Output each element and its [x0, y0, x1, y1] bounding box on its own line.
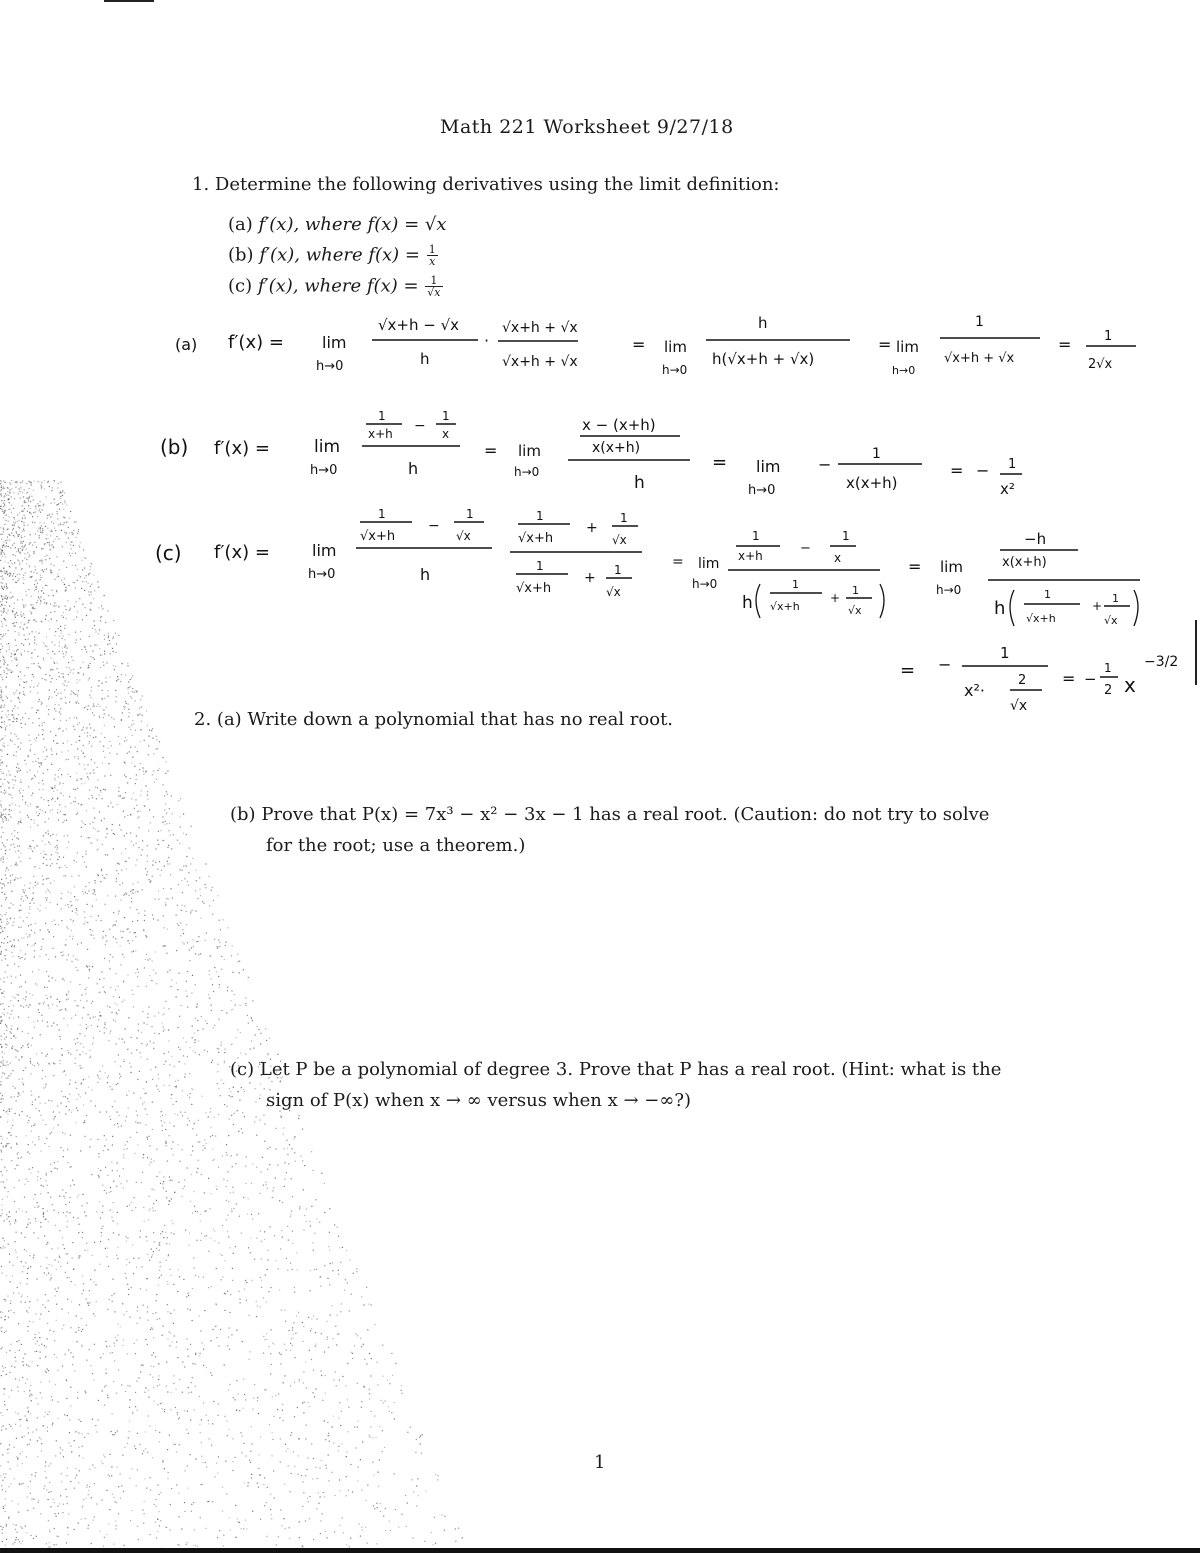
- hw-plus: +: [584, 570, 596, 586]
- hw-den: √x: [612, 533, 627, 547]
- hw-var: x: [1124, 673, 1136, 697]
- hw-eq: =: [950, 461, 964, 480]
- hw-den: √x+h + √x: [944, 351, 1015, 366]
- problem-1-number: 1.: [192, 174, 210, 195]
- hw-num: √x+h + √x: [502, 320, 578, 336]
- hw-plus: +: [1092, 599, 1103, 613]
- problem-2b-line2: for the root; use a theorem.): [266, 835, 526, 856]
- hw-plus: +: [586, 520, 598, 536]
- part-lead: f′(x), where f(x) =: [258, 214, 425, 235]
- scan-edge-right: [1195, 620, 1197, 685]
- problem-2a-item: [194, 709, 673, 730]
- scan-edge-bottom: [0, 1548, 1200, 1553]
- hw-den: h: [420, 350, 430, 368]
- hw-den: x+h: [738, 549, 763, 563]
- hw-lim: lim: [698, 556, 720, 572]
- hw-num: 1: [852, 584, 859, 597]
- hw-den: x²: [1000, 480, 1015, 498]
- hw-eq: =: [1062, 669, 1076, 688]
- hw-dot: ·: [484, 331, 490, 350]
- hw-den: √x+h: [518, 531, 554, 546]
- hw-neg: −: [938, 655, 952, 674]
- hw-lim: lim: [518, 442, 541, 460]
- hw-label-c: (c): [155, 541, 182, 565]
- problem-2b-item: [230, 804, 989, 825]
- hw-num: 1: [792, 578, 799, 591]
- hw-lim-sub: h→0: [316, 359, 344, 374]
- hw-lim-sub: h→0: [892, 364, 916, 377]
- hw-lim: lim: [312, 541, 337, 560]
- hw-neg: −: [1084, 670, 1097, 688]
- hw-eq: =: [908, 557, 922, 576]
- solution-c: [155, 507, 1178, 714]
- hw-den: h: [634, 473, 645, 493]
- hw-lim-sub: h→0: [514, 465, 540, 479]
- hw-num: 1: [614, 563, 622, 577]
- hw-num: 1: [1104, 661, 1112, 675]
- hw-eq: =: [900, 660, 916, 681]
- hw-lim-sub: h→0: [692, 577, 718, 591]
- part-expr: √x: [424, 214, 447, 235]
- part-label: (a): [228, 214, 253, 235]
- hw-lim-sub: h→0: [308, 567, 336, 582]
- part-label: (a): [216, 709, 242, 730]
- hw-den: √x+h: [770, 600, 800, 613]
- solution-a: [175, 314, 1136, 377]
- hw-num: −h: [1024, 530, 1047, 548]
- hw-den: √x: [456, 529, 471, 543]
- hw-minus: −: [414, 418, 426, 434]
- hw-neg: −: [976, 461, 990, 480]
- hw-den: h(√x+h + √x): [712, 350, 815, 368]
- hw-num-den: x(x+h): [592, 440, 641, 456]
- hw-lim: lim: [940, 558, 963, 576]
- hw-num: 1: [1044, 588, 1051, 601]
- hw-num: 1: [975, 314, 984, 330]
- hw-label-b: (b): [160, 435, 189, 459]
- hw-num: 1: [466, 507, 474, 521]
- hw-den: x: [442, 427, 450, 441]
- hw-fprime: f′(x) =: [214, 438, 270, 459]
- hw-lim: lim: [314, 437, 341, 457]
- part-text: Prove that P(x) = 7x³ − x² − 3x − 1 has a real root. (Caution: do not try to solve: [261, 804, 990, 825]
- hw-eq: =: [484, 441, 498, 460]
- hw-num: h: [758, 314, 768, 332]
- hw-eq: =: [672, 554, 684, 570]
- hw-minus: −: [800, 541, 811, 556]
- hw-eq: =: [632, 335, 646, 354]
- problem-1-text: Determine the following derivatives using the limit definition:: [214, 174, 780, 195]
- hw-lim-sub: h→0: [936, 583, 962, 597]
- hw-plus: +: [830, 591, 841, 605]
- hw-minus: −: [428, 518, 440, 534]
- hw-fprime: f′(x) =: [228, 332, 284, 353]
- page-number: 1: [594, 1452, 606, 1473]
- hw-den: 2: [1018, 673, 1027, 688]
- hw-den: x: [834, 551, 842, 565]
- hw-den: x²·: [964, 681, 985, 700]
- hw-den: x+h: [368, 427, 393, 441]
- problem-2c-item: [230, 1059, 1001, 1080]
- part-text: Write down a polynomial that has no real root.: [247, 709, 674, 730]
- hw-num-den: x(x+h): [1002, 555, 1047, 570]
- hw-lim-sub: h→0: [310, 463, 338, 478]
- hw-den: √x+h: [516, 581, 552, 596]
- hw-den: h: [420, 565, 431, 584]
- hw-num: 1: [1000, 644, 1010, 662]
- hw-den: √x: [1010, 698, 1028, 714]
- problem-2c-line2: sign of P(x) when x → ∞ versus when x → −∞?): [266, 1090, 692, 1111]
- hw-num: 1: [842, 529, 850, 543]
- hw-den: √x+h: [1026, 612, 1056, 625]
- fraction: $\frac{1}{x}$: [428, 243, 436, 268]
- hw-den: √x: [606, 585, 621, 599]
- part-lead: f′(x), where f(x) =: [257, 275, 425, 297]
- part-text: Let P be a polynomial of degree 3. Prove that P has a real root. (Hint: what is the: [259, 1059, 1002, 1080]
- page-title: Math 221 Worksheet 9/27/18: [440, 116, 734, 138]
- hw-num: 1: [378, 507, 386, 521]
- hw-num: 1: [1104, 329, 1113, 344]
- hw-num: 1: [442, 409, 450, 423]
- hw-den: √x+h + √x: [502, 354, 578, 370]
- part-label: (b): [230, 804, 256, 825]
- hw-num: 1: [1112, 592, 1119, 605]
- hw-den: √x: [1104, 614, 1118, 627]
- hw-fprime: f′(x) =: [214, 542, 270, 563]
- hw-num: 1: [536, 509, 544, 523]
- hw-label-a: (a): [175, 335, 198, 354]
- part-label: (c): [228, 275, 253, 297]
- hw-num: 1: [752, 529, 760, 543]
- handwritten-solutions: [0, 0, 1200, 760]
- hw-exp: −3/2: [1144, 654, 1179, 670]
- hw-num: 1: [536, 559, 544, 573]
- hw-num: x − (x+h): [582, 416, 656, 434]
- hw-num: 1: [1008, 457, 1017, 472]
- fraction: $\frac{1}{√x}$: [427, 274, 441, 299]
- hw-den: x(x+h): [846, 474, 898, 492]
- hw-num: 1: [872, 446, 881, 462]
- hw-den: h: [994, 598, 1006, 619]
- hw-num: 1: [378, 409, 386, 423]
- problem-2-number: 2.: [194, 709, 212, 730]
- hw-eq: =: [1058, 335, 1072, 354]
- hw-lim-sub: h→0: [748, 483, 776, 498]
- hw-lim: lim: [664, 338, 687, 356]
- hw-num: 1: [620, 511, 628, 525]
- hw-den: h: [408, 459, 419, 478]
- hw-den: 2: [1104, 683, 1113, 698]
- part-lead: f′(x), where f(x) =: [259, 244, 426, 266]
- hw-num: √x+h − √x: [378, 316, 460, 334]
- solution-b: [160, 409, 1022, 498]
- hw-lim: lim: [896, 338, 919, 356]
- part-label: (b): [228, 244, 254, 266]
- hw-neg: −: [818, 455, 832, 474]
- hw-lim: lim: [756, 457, 781, 476]
- hw-lim-sub: h→0: [662, 363, 688, 377]
- hw-den: √x+h: [360, 529, 396, 544]
- hw-den: h: [742, 593, 753, 613]
- hw-eq: =: [878, 335, 892, 354]
- hw-den: √x: [848, 604, 862, 617]
- hw-den: 2√x: [1088, 357, 1113, 372]
- hw-lim: lim: [322, 333, 347, 352]
- part-label: (c): [230, 1059, 255, 1080]
- hw-eq: =: [712, 452, 728, 473]
